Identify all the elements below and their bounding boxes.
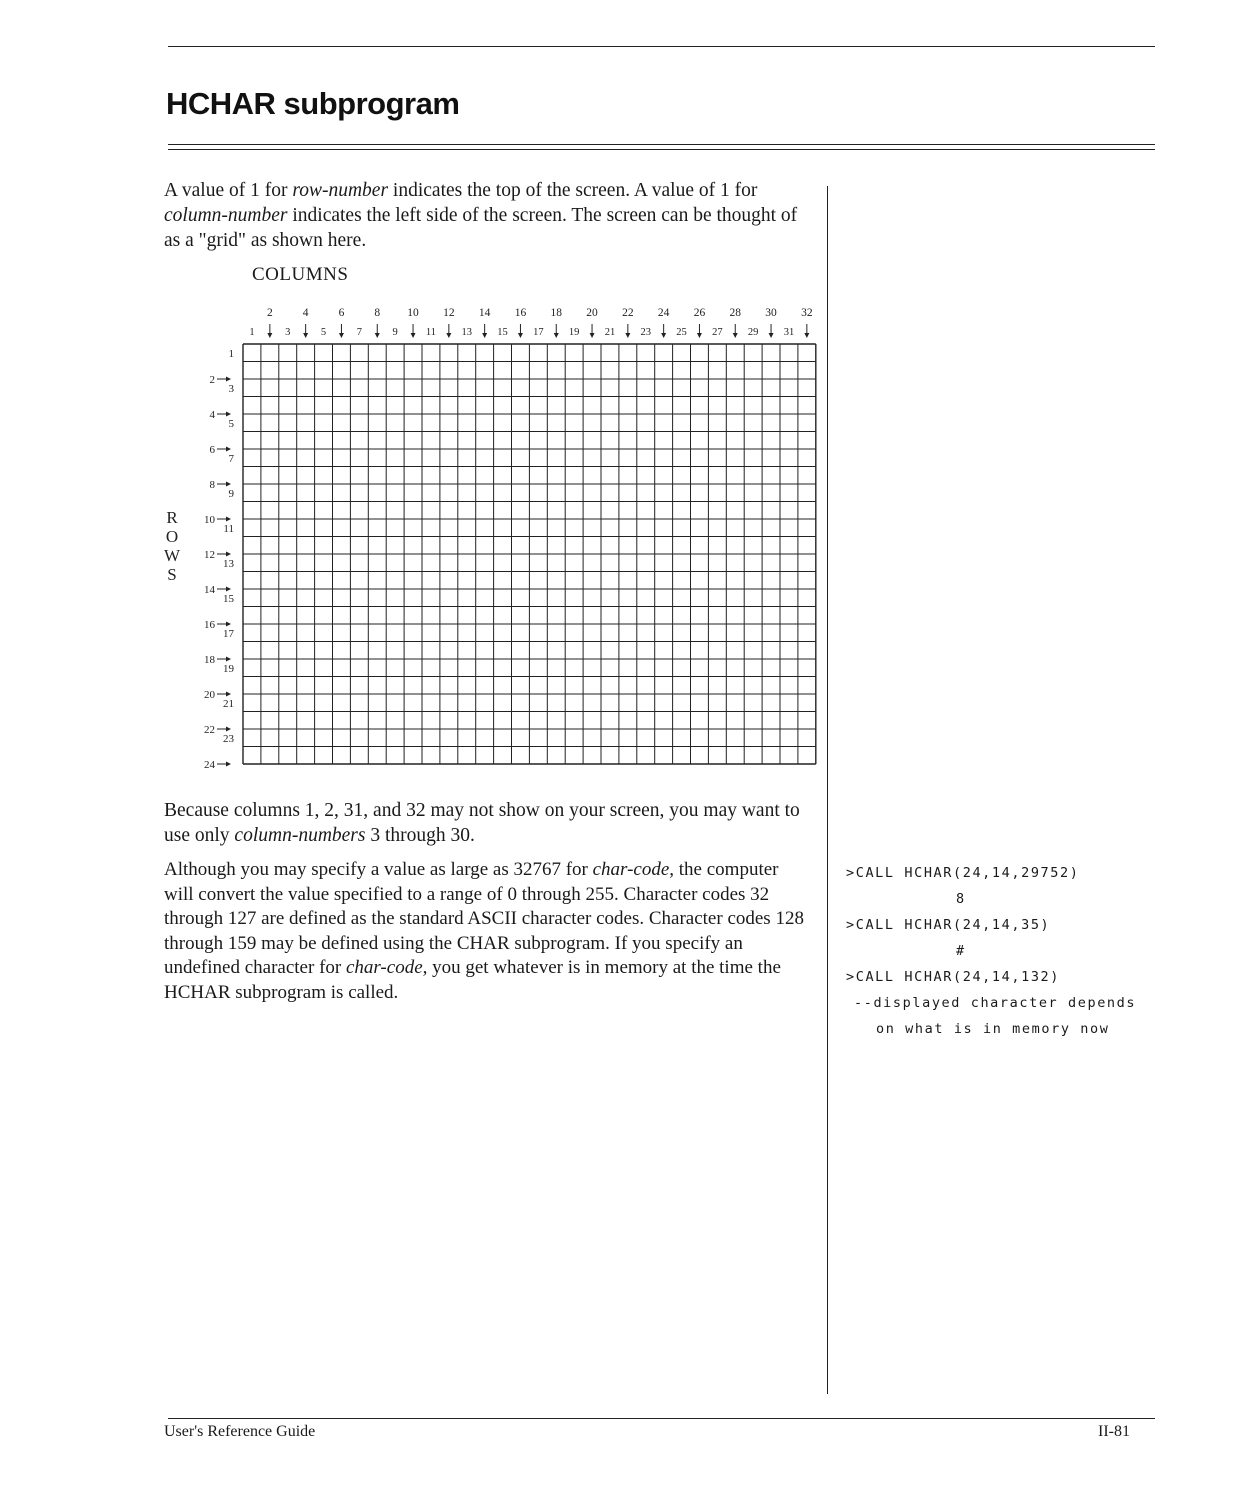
page-number: II-81 xyxy=(1098,1423,1130,1440)
column-label-odd: 23 xyxy=(640,327,651,338)
column-label-even: 10 xyxy=(407,307,419,319)
column-label-odd: 1 xyxy=(249,327,255,338)
column-label-even: 8 xyxy=(374,307,381,319)
footer-guide-title: User's Reference Guide xyxy=(164,1423,316,1440)
row-label-even: 2 xyxy=(209,374,215,386)
column-label-odd: 25 xyxy=(676,327,687,338)
column-label-odd: 19 xyxy=(568,327,580,338)
row-label-odd: 23 xyxy=(223,732,234,745)
code-comment: --displayed character depends xyxy=(854,995,1137,1011)
top-rule xyxy=(168,46,1155,47)
row-arrow-head xyxy=(226,622,231,627)
column-arrow-head xyxy=(446,333,451,338)
code-output: 8 xyxy=(956,891,966,907)
row-label-odd: 9 xyxy=(228,487,234,500)
column-label-even: 32 xyxy=(801,307,813,319)
row-arrow-head xyxy=(226,587,231,592)
columns-label: COLUMNS xyxy=(252,264,349,285)
row-arrow-head xyxy=(226,412,231,417)
column-label-odd: 29 xyxy=(747,327,759,338)
column-label-odd: 11 xyxy=(425,327,437,338)
intro-paragraph: A value of 1 for row-number indicates the top of the screen. A value of 1 for column-number indicates the left side of the screen. The screen can be thought of as a "grid" as shown here. xyxy=(164,180,798,251)
screen-grid-diagram xyxy=(150,296,830,786)
rows-label-letter: S xyxy=(167,565,177,584)
column-label-odd: 3 xyxy=(285,327,291,338)
column-label-even: 24 xyxy=(657,307,670,319)
column-label-even: 6 xyxy=(338,307,345,319)
column-label-even: 2 xyxy=(266,307,273,319)
row-arrow-head xyxy=(226,482,231,487)
column-label-odd: 9 xyxy=(392,327,398,338)
char-code-paragraph: Although you may specify a value as large as 32767 for char-code, the computer will convert the value specified to a range of 0 through 255. Character codes 32 through 127 are defined as the standard ASCII character codes. Character codes 128 through 159 may be defined using the CHAR subprogram. If you specify an undefined character for char-code, you get whatever is in memory at the time the HCHAR subprogram is called. xyxy=(164,859,804,1003)
code-output: # xyxy=(956,943,966,959)
column-label-odd: 15 xyxy=(497,327,508,338)
column-label-odd: 31 xyxy=(783,327,795,338)
column-arrow-head xyxy=(733,333,738,338)
column-label-odd: 17 xyxy=(533,327,544,338)
row-label-odd: 11 xyxy=(223,522,234,535)
row-label-even: 22 xyxy=(204,724,215,736)
row-label-odd: 7 xyxy=(228,452,234,465)
column-arrow-head xyxy=(518,333,523,338)
row-label-even: 24 xyxy=(204,759,215,771)
column-arrow-head xyxy=(625,333,630,338)
column-arrow-head xyxy=(482,333,487,338)
column-label-even: 22 xyxy=(622,307,634,319)
row-label-odd: 5 xyxy=(228,417,234,430)
column-arrow-head xyxy=(769,333,774,338)
column-arrow-head xyxy=(303,333,308,338)
column-arrow-head xyxy=(267,333,272,338)
row-arrow-head xyxy=(226,657,231,662)
row-arrow-head xyxy=(226,552,231,557)
code-line: >CALL HCHAR(24,14,132) xyxy=(846,969,1061,985)
code-line: >CALL HCHAR(24,14,29752) xyxy=(846,865,1080,881)
row-arrow-head xyxy=(226,447,231,452)
row-arrow-head xyxy=(226,692,231,697)
column-label-even: 20 xyxy=(586,307,598,319)
rows-label-letter: W xyxy=(163,546,181,565)
row-label-even: 10 xyxy=(204,514,215,526)
column-arrow-head xyxy=(554,333,559,338)
row-label-even: 14 xyxy=(204,584,215,596)
column-label-even: 12 xyxy=(443,307,455,319)
rows-label-letter: O xyxy=(165,527,179,546)
column-label-even: 28 xyxy=(729,307,741,319)
row-label-odd: 13 xyxy=(223,557,234,570)
row-label-odd: 15 xyxy=(223,592,234,605)
column-label-even: 4 xyxy=(302,307,309,319)
column-label-even: 18 xyxy=(550,307,562,319)
char-code-term: char-code, xyxy=(592,859,675,880)
row-label-odd: 17 xyxy=(223,627,234,640)
column-label-even: 26 xyxy=(693,307,706,319)
row-label-even: 18 xyxy=(204,654,215,666)
column-label-odd: 13 xyxy=(461,327,472,338)
code-examples xyxy=(846,862,1136,1044)
column-label-even: 30 xyxy=(765,307,777,319)
row-arrow-head xyxy=(226,377,231,382)
row-label-odd: 1 xyxy=(228,347,234,360)
row-label-odd: 21 xyxy=(223,697,234,710)
row-label-odd: 3 xyxy=(228,382,234,395)
row-number-term: row-number xyxy=(292,180,389,201)
column-arrow-head xyxy=(804,333,809,338)
row-arrow-head xyxy=(226,762,231,767)
row-label-even: 6 xyxy=(209,444,215,456)
code-line: >CALL HCHAR(24,14,35) xyxy=(846,917,1051,933)
column-number-term: column-number xyxy=(164,205,288,226)
column-arrow-head xyxy=(590,333,595,338)
column-label-even: 14 xyxy=(478,307,491,319)
page-title: HCHAR subprogram xyxy=(166,86,460,121)
row-arrow-head xyxy=(226,517,231,522)
column-arrow-head xyxy=(661,333,666,338)
column-numbers-term: column-numbers xyxy=(234,825,366,846)
row-label-even: 20 xyxy=(204,689,215,701)
row-label-even: 12 xyxy=(204,549,215,561)
column-arrow-head xyxy=(375,333,380,338)
rows-label-letter: R xyxy=(166,508,178,527)
title-double-rule xyxy=(168,144,1155,150)
column-arrow-head xyxy=(697,333,702,338)
row-label-even: 4 xyxy=(209,409,215,421)
row-label-even: 16 xyxy=(204,619,215,631)
column-label-odd: 21 xyxy=(604,327,616,338)
column-arrow-head xyxy=(339,333,344,338)
code-comment: on what is in memory now xyxy=(876,1021,1110,1037)
column-label-even: 16 xyxy=(514,307,527,319)
row-label-odd: 19 xyxy=(223,662,234,675)
column-label-odd: 7 xyxy=(356,327,362,338)
column-arrow-head xyxy=(411,333,416,338)
footer-rule xyxy=(168,1418,1155,1419)
column-label-odd: 5 xyxy=(320,327,327,338)
columns-note-paragraph: Because columns 1, 2, 31, and 32 may not show on your screen, you may want to use only column-numbers 3 through 30. xyxy=(164,800,800,846)
column-label-odd: 27 xyxy=(712,327,723,338)
char-code-term-2: char-code, xyxy=(345,957,428,978)
row-label-even: 8 xyxy=(209,479,215,491)
row-arrow-head xyxy=(226,727,231,732)
